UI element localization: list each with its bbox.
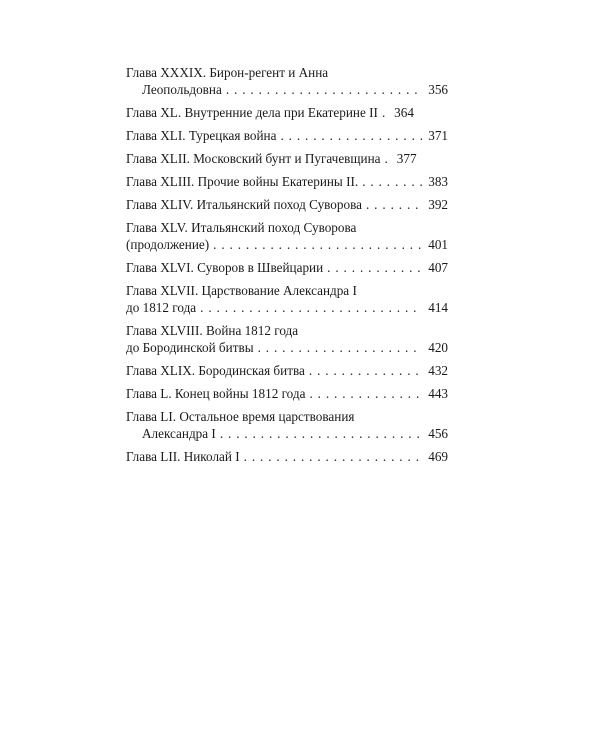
toc-page-number: 420 (428, 340, 448, 355)
toc-chapter-title-cont: (продолжение) (126, 237, 210, 252)
dot-leader (220, 425, 422, 442)
toc-chapter-number: Глава L. (126, 386, 172, 401)
toc-chapter-title-cont: до Бородинской битвы (126, 340, 254, 355)
toc-entry (126, 282, 448, 316)
toc-entry (126, 196, 448, 213)
toc-chapter-title: Внутренние дела при Екатерине II (184, 105, 378, 120)
toc-entry (126, 259, 448, 276)
toc-entry (126, 127, 448, 144)
toc-chapter-number: Глава XXXIX. (126, 65, 207, 80)
toc-entry (126, 322, 448, 356)
toc-page-number: 392 (428, 197, 448, 212)
toc-entry-row (126, 448, 448, 465)
toc-page-number: 469 (428, 449, 448, 464)
dot-leader (280, 127, 422, 144)
toc-page-number: 407 (428, 260, 448, 275)
toc-entry (126, 448, 448, 465)
toc-entry (126, 362, 448, 379)
toc-chapter-title: Бирон-регент и Анна (209, 65, 329, 80)
toc-entry-row (126, 81, 448, 98)
toc-entry-heading (126, 282, 448, 299)
toc-chapter-title: Остальное время царствования (179, 409, 355, 424)
toc-entry-row (126, 299, 448, 316)
toc-chapter-number: Глава XLII. (126, 151, 190, 166)
table-of-contents (126, 64, 448, 471)
toc-entry (126, 104, 448, 121)
toc-page-number: 414 (428, 300, 448, 315)
toc-entry-row (126, 339, 448, 356)
toc-page-number: 456 (428, 426, 448, 441)
toc-chapter-number: Глава XLVII. (126, 283, 199, 298)
toc-entry (126, 150, 448, 167)
toc-entry-row (126, 236, 448, 253)
toc-entry (126, 385, 448, 402)
toc-page-number: 383 (428, 174, 448, 189)
toc-chapter-title-cont: Александра I (142, 426, 216, 441)
toc-page-number: 377 (396, 151, 417, 166)
toc-entry-row (126, 259, 448, 276)
toc-entry (126, 219, 448, 253)
dot-leader (327, 259, 422, 276)
toc-entry-row (126, 362, 448, 379)
toc-entry-row (126, 385, 448, 402)
dot-leader (213, 236, 422, 253)
toc-entry-row (126, 104, 448, 121)
dot-leader (258, 339, 422, 356)
toc-entry-row (126, 150, 448, 167)
toc-chapter-title: Московский бунт и Пугачевщина (193, 151, 381, 166)
toc-chapter-title: Итальянский поход Суворова (196, 197, 362, 212)
toc-entry-row (126, 173, 448, 190)
toc-entry-heading (126, 219, 448, 236)
toc-entry (126, 173, 448, 190)
toc-entry-row (126, 127, 448, 144)
toc-chapter-title: Турецкая война (188, 128, 277, 143)
dot-leader (382, 104, 388, 121)
toc-entry-heading (126, 408, 448, 425)
toc-page-number: 356 (428, 82, 448, 97)
toc-page-number: 443 (428, 386, 448, 401)
toc-chapter-title: Прочие войны Екатерины II. (197, 174, 359, 189)
toc-chapter-number: Глава XLI. (126, 128, 186, 143)
toc-chapter-title: Бородинская битва (198, 363, 305, 378)
toc-chapter-number: Глава XLIX. (126, 363, 196, 378)
toc-entry-heading (126, 64, 448, 81)
toc-chapter-title: Николай I (183, 449, 240, 464)
dot-leader (385, 150, 391, 167)
toc-chapter-number: Глава XL. (126, 105, 182, 120)
dot-leader (309, 385, 422, 402)
toc-chapter-number: Глава XLVI. (126, 260, 194, 275)
toc-chapter-title: Итальянский поход Суворова (191, 220, 357, 235)
toc-chapter-number: Глава LII. (126, 449, 181, 464)
toc-page-number: 432 (428, 363, 448, 378)
dot-leader (200, 299, 422, 316)
toc-chapter-number: Глава XLIV. (126, 197, 194, 212)
toc-chapter-number: Глава XLVIII. (126, 323, 203, 338)
toc-chapter-title: Война 1812 года (205, 323, 299, 338)
toc-entry-row (126, 196, 448, 213)
dot-leader (366, 196, 422, 213)
toc-chapter-number: Глава XLV. (126, 220, 188, 235)
dot-leader (244, 448, 422, 465)
toc-chapter-number: Глава LI. (126, 409, 177, 424)
toc-page-number: 401 (428, 237, 448, 252)
toc-chapter-title: Суворов в Швейцарии (197, 260, 324, 275)
toc-page-number: 364 (394, 105, 414, 120)
dot-leader (226, 81, 422, 98)
toc-chapter-title-cont: Леопольдовна (142, 82, 222, 97)
dot-leader (362, 173, 422, 190)
toc-entry-heading (126, 322, 448, 339)
toc-page-number: 371 (428, 128, 448, 143)
dot-leader (309, 362, 422, 379)
toc-chapter-number: Глава XLIII. (126, 174, 195, 189)
toc-chapter-title-cont: до 1812 года (126, 300, 197, 315)
toc-entry (126, 64, 448, 98)
toc-chapter-title: Конец войны 1812 года (174, 386, 306, 401)
toc-entry (126, 408, 448, 442)
toc-entry-row (126, 425, 448, 442)
toc-chapter-title: Царствование Александра I (201, 283, 357, 298)
